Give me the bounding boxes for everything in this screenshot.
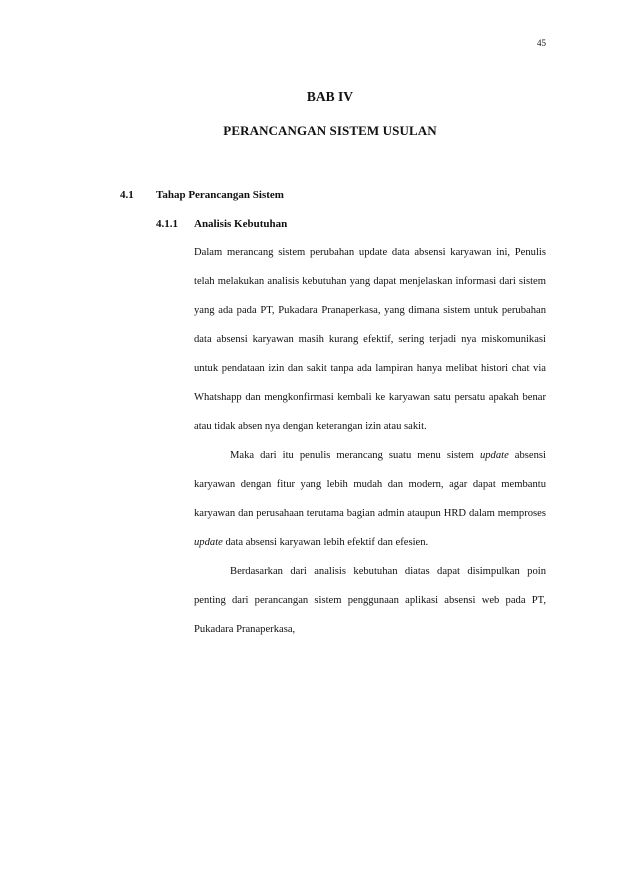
paragraph-3: Berdasarkan dari analisis kebutuhan diatas dapat disimpulkan poin penting dari perancangan sistem penggunaan aplikasi absensi web pada PT, Pukadara Pranaperkasa, [194,566,546,635]
section-title: Tahap Perancangan Sistem [156,189,284,201]
body-text [194,238,546,644]
subsection-number: 4.1.1 [156,218,178,230]
paragraph-2-part-e: data absensi karyawan lebih efektif dan efesien. [222,537,429,548]
paragraph-1: Dalam merancang sistem perubahan update data absensi karyawan ini, Penulis telah melakukan analisis kebutuhan yang dapat menjelaskan informasi dari sistem yang ada pada PT, Pukadara Pranaperkasa, yang dimana sistem untuk perubahan data absensi karyawan masih kurang efektif, sering terjadi nya miskomunikasi untuk pendataan izin dan sakit tanpa ada lampiran hanya melibat histori chat via Whatshapp dan mengkonfirmasi kembali ke karyawan satu persatu apakah benar atau tidak absen nya dengan keterangan izin atau sakit. [194,247,546,432]
chapter-title: BAB IV [306,89,354,104]
paragraph-2-update-2: update [194,537,223,548]
paragraph-2 [194,441,546,557]
paragraph-2-part-c: absensi karyawan dengan fitur yang lebih mudah dan modern, agar dapat membantu karyawan dan perusahaan terutama bagian admin ataupun HRD dalam memproses [194,450,546,519]
paragraph-2-part-a: Maka dari itu penulis merancang suatu menu sistem [230,450,480,461]
chapter-subtitle: PERANCANGAN SISTEM USULAN [223,123,437,138]
section-number: 4.1 [120,189,134,201]
paragraph-2-update-1: update [479,450,509,461]
page-number: 45 [537,38,546,48]
subsection-title: Analisis Kebutuhan [194,218,288,230]
